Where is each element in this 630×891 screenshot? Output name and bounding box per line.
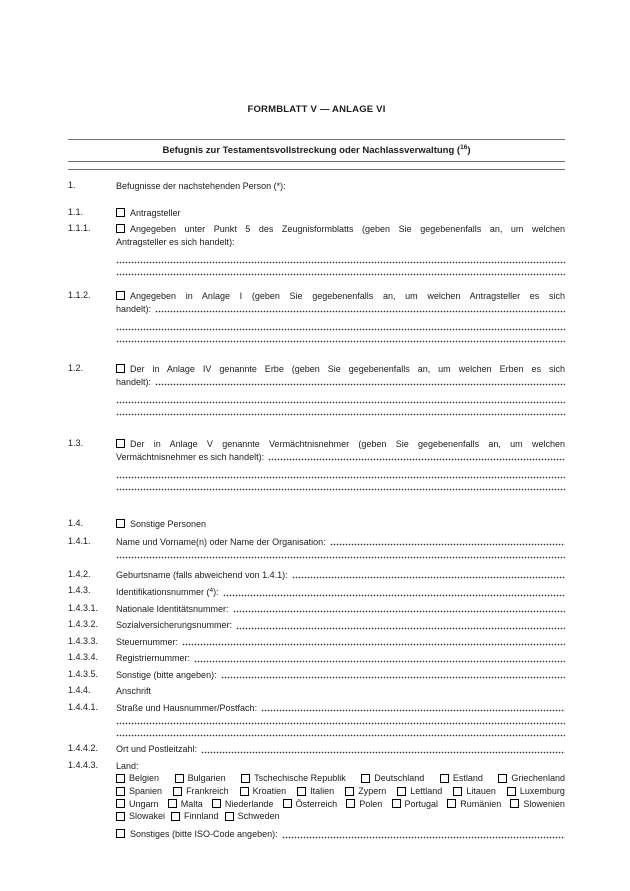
fill-line[interactable] [116,727,565,740]
checkbox-icon[interactable] [507,787,516,796]
item-1-2 [68,363,565,418]
checkbox-icon[interactable] [225,812,234,821]
country-row-1 [116,772,565,785]
checkbox-icon[interactable] [175,774,184,783]
checkbox-icon[interactable] [453,787,462,796]
fill-line[interactable] [194,652,565,665]
country-option-polen[interactable] [346,798,382,811]
country-label: Schweden [237,811,280,822]
item-number: 1.4.4. [68,685,91,695]
country-other-row [116,828,565,841]
item-1-4-1 [68,536,565,561]
fill-line[interactable] [155,303,565,316]
item-1-4-4-1 [68,702,565,740]
checkbox-icon[interactable] [345,787,354,796]
fill-line[interactable] [236,619,565,632]
country-label: Belgien [129,773,160,783]
checkbox-icon[interactable] [212,799,221,808]
item-1-4-4-2-label: Ort und Postleitzahl: [116,744,198,754]
country-label: Deutschland [374,773,425,783]
fill-line[interactable] [155,376,565,389]
country-option-griechenland[interactable] [498,772,565,785]
country-option-malta[interactable] [168,798,203,811]
checkbox-icon[interactable] [173,787,182,796]
section-banner [68,139,565,170]
item-number: 1.4.4.3. [68,759,99,770]
item-1-1-2-line2: handelt): [116,303,152,314]
country-option-belgien[interactable] [116,772,159,785]
checkbox-icon[interactable] [397,787,406,796]
country-option-spanien[interactable] [116,785,162,798]
fill-line[interactable] [282,828,565,841]
country-label: Tschechische Republik [254,773,346,783]
checkbox-antragsteller[interactable] [116,208,125,217]
country-option-tschechische-republik[interactable] [241,772,346,785]
fill-line[interactable] [116,393,565,406]
checkbox-icon[interactable] [116,774,125,783]
item-number: 1.1.1. [68,223,91,233]
checkbox-erbe[interactable] [116,364,125,373]
country-label: Lettland [410,785,443,796]
checkbox-icon[interactable] [116,799,125,808]
country-option-lettland[interactable] [397,785,442,798]
footnote-ref-16: 16 [460,144,468,151]
country-label: Österreich [295,798,338,809]
item-1-2-line2: handelt): [116,376,152,387]
checkbox-icon[interactable] [392,799,401,808]
country-row-2 [116,785,565,798]
country-label: Malta [180,798,203,809]
fill-line[interactable] [201,743,565,756]
item-1-text: Befugnisse der nachstehenden Person (*): [116,181,286,191]
item-1-1 [68,207,565,220]
item-1-4 [68,518,565,531]
country-label: Slowakei [129,811,166,822]
item-number: 1.4.3.5. [68,668,99,679]
country-option-niederlande[interactable] [212,798,274,811]
item-1-4-3-label: Identifikationsnummer ($^4$): [116,587,219,597]
item-1-4-4-2 [68,743,565,756]
banner-title: Befugnis zur Testamentsvollstreckung oder Nachlassverwaltung ($^{16}$) [162,144,471,156]
item-1-4-3-4-label: Registriernummer: [116,653,191,663]
item-1-4-3 [68,585,565,599]
fill-line[interactable] [116,253,565,266]
country-label: Polen [359,798,383,809]
country-label: Finnland [184,811,219,822]
country-label: Frankreich [186,785,229,796]
country-option-italien[interactable] [297,785,334,798]
item-1-3 [68,438,565,493]
checkbox-sonstige-personen[interactable] [116,519,125,528]
country-label: Bulgarien [187,773,226,783]
item-number: 1.1.2. [68,290,91,300]
item-1-4-3-4 [68,652,565,665]
checkbox-icon[interactable] [440,774,449,783]
item-number: 1.4. [68,518,84,528]
checkbox-icon[interactable] [346,799,355,808]
fill-line[interactable] [223,585,565,599]
checkbox-icon[interactable] [116,829,125,838]
country-option-slowakei[interactable] [116,810,165,823]
item-number: 1.1. [68,206,84,217]
item-1-4-4-label: Anschrift [116,686,152,696]
item-1-2-line1: Der in Anlage IV genannte Erbe (geben Sie gegebenenfalls an, um welchen Erben es sich [130,364,565,374]
item-1-4-3-1 [68,603,565,616]
fill-line[interactable] [116,266,565,279]
fill-line[interactable] [233,603,565,616]
item-1-4-3-2-label: Sozialversicherungsnummer: [116,620,233,630]
country-label: Griechenland [511,773,565,783]
item-1-4-3-5 [68,669,565,682]
item-1-3-line1: Der in Anlage V genannte Vermächtnisnehmer (geben Sie gegebenenfalls an, um welchen [130,439,565,449]
fill-line[interactable] [116,714,565,727]
checkbox-icon[interactable] [116,812,125,821]
country-label: Estland [452,773,483,783]
checkbox-icon[interactable] [240,787,249,796]
item-1-1-2-line1: Angegeben in Anlage I (geben Sie gegebenenfalls an, um welchen Antragsteller es sich [130,291,565,301]
country-label: Litauen [466,785,496,796]
fill-line[interactable] [221,669,565,682]
country-label: Kroatien [252,785,287,796]
item-1-4-3-2 [68,619,565,632]
item-1-1-2 [68,290,565,345]
country-option-rumaenien[interactable] [447,798,501,811]
country-label: Zypern [358,785,387,796]
country-row-3 [116,798,565,811]
fill-line[interactable] [330,536,565,549]
country-option-ungarn[interactable] [116,798,159,811]
item-1-4-3-1-label: Nationale Identitätsnummer: [116,603,229,614]
item-1-1-label: Antragsteller [130,207,181,218]
country-label: Portugal [404,798,439,809]
checkbox-icon[interactable] [297,787,306,796]
item-1-4-1-label: Name und Vorname(n) oder Name der Organisation: [116,536,326,547]
checkbox-icon[interactable] [361,774,370,783]
page-title: FORMBLATT V — ANLAGE VI [247,104,386,115]
country-label: Italien [310,785,335,796]
item-1-4-4-3 [68,760,565,841]
fill-line[interactable] [116,333,565,346]
checkbox-icon[interactable] [283,799,292,808]
item-number: 1.4.3.3. [68,635,99,646]
fill-line[interactable] [116,481,565,494]
checkbox-icon[interactable] [447,799,456,808]
item-number: 1.3. [68,438,84,448]
item-1-1-1-line1: Angegeben unter Punkt 5 des Zeugnisformblatts (geben Sie gegebenenfalls an, um welchen [130,224,565,234]
item-1-4-4 [68,685,565,698]
item-1-4-label: Sonstige Personen [130,519,207,529]
item-1-4-2 [68,569,565,582]
fill-line[interactable] [116,468,565,481]
country-other-label: Sonstiges (bitte ISO-Code angeben): [130,829,278,840]
checkbox-anlage1[interactable] [116,291,125,300]
item-number: 1.4.4.1. [68,701,99,712]
item-1-4-3-3-label: Steuernummer: [116,636,179,647]
checkbox-icon[interactable] [241,774,250,783]
item-1-3-line2: Vermächtnisnehmer es sich handelt): [116,451,265,462]
checkbox-icon[interactable] [168,799,177,808]
item-1-4-2-label: Geburtsname (falls abweichend von 1.4.1): [116,569,288,580]
country-option-luxemburg[interactable] [507,785,565,798]
item-number: 1. [68,180,76,190]
item-number: 1.4.3.2. [68,619,99,629]
country-label: Rumänien [460,798,502,809]
country-label: Ungarn [129,798,159,809]
country-option-slowenien[interactable] [510,798,565,811]
item-number: 1.4.1. [68,535,91,546]
country-option-portugal[interactable] [392,798,439,811]
item-1-4-4-1-label: Straße und Hausnummer/Postfach: [116,702,258,713]
item-1-4-4-3-label: Land: [116,760,139,771]
country-row-4 [116,810,565,823]
fill-line[interactable] [261,702,565,715]
item-number: 1.4.2. [68,568,91,579]
checkbox-icon[interactable] [171,812,180,821]
country-label: Niederlande [224,798,274,809]
banner-empty-row [68,162,565,170]
country-option-deutschland[interactable] [361,772,424,785]
country-option-oesterreich[interactable] [283,798,338,811]
item-number: 1.2. [68,363,84,373]
country-option-finnland[interactable] [171,810,219,823]
country-label: Luxemburg [519,785,565,796]
country-option-frankreich[interactable] [173,785,229,798]
item-1-4-3-5-label: Sonstige (bitte angeben): [116,669,217,680]
fill-line[interactable] [182,636,565,649]
checkbox-icon[interactable] [498,774,507,783]
country-label: Slowenien [523,798,565,809]
footnote-ref-4: 4 [209,587,214,594]
country-option-kroatien[interactable] [240,785,287,798]
country-option-zypern[interactable] [345,785,386,798]
item-1-1-1-line2: Antragsteller es sich handelt): [116,236,235,247]
item-number: 1.4.3. [68,585,91,595]
country-option-schweden[interactable] [225,810,280,823]
country-option-litauen[interactable] [453,785,496,798]
item-1 [68,180,565,193]
checkbox-icon[interactable] [116,787,125,796]
country-label: Spanien [129,785,163,796]
country-option-estland[interactable] [440,772,483,785]
item-number: 1.4.4.2. [68,743,99,753]
checkbox-punkt5[interactable] [116,224,125,233]
fill-line[interactable] [116,406,565,419]
item-number: 1.4.3.1. [68,602,99,613]
fill-line[interactable] [292,569,565,582]
country-option-bulgarien[interactable] [175,772,226,785]
fill-line[interactable] [268,451,565,464]
item-1-4-3-3 [68,636,565,649]
checkbox-icon[interactable] [510,799,519,808]
item-1-1-1 [68,223,565,278]
checkbox-vermaechtnisnehmer[interactable] [116,439,125,448]
fill-line[interactable] [116,320,565,333]
country-option-sonstiges[interactable] [116,828,278,841]
item-number: 1.4.3.4. [68,652,99,662]
fill-line[interactable] [116,548,565,561]
